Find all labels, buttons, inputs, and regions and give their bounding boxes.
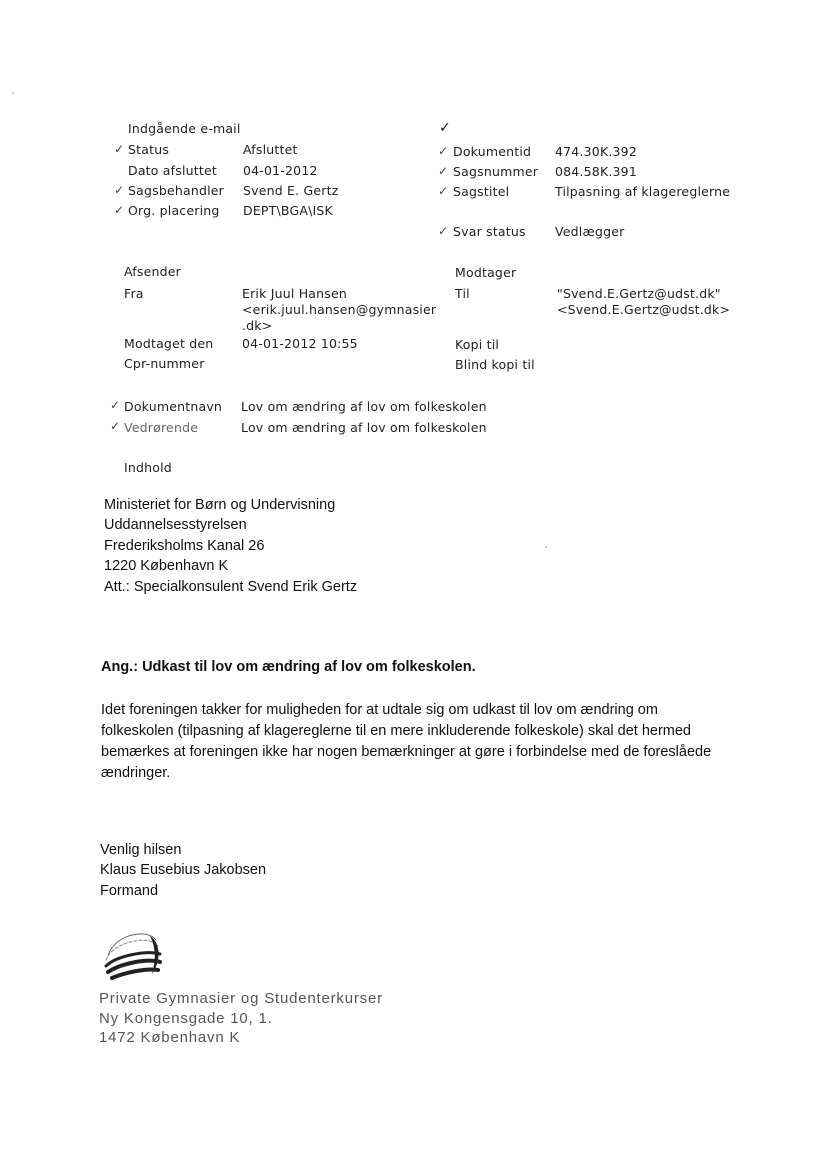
letter-body: Idet foreningen takker for muligheden for at udtale sig om udkast til lov om ændring om folkeskolen (tilpasning af klagereglerne til en mere inkluderende folkeskole) skal det hermed bemærkes at foreningen ikke har nogen bemærkninger at gøre i forbindelse med de foreslåede ændringer. (101, 702, 712, 781)
check-icon: ✓ (114, 142, 125, 156)
header-check-icon: ✓ (439, 120, 451, 136)
received-value: 04-01-2012 10:55 (242, 336, 358, 351)
check-icon: ✓ (438, 144, 449, 158)
from-value-line-1: Erik Juul Hansen (242, 286, 348, 301)
signer-title: Formand (100, 883, 159, 899)
field-value: 04-01-2012 (243, 163, 318, 178)
signer-name: Klaus Eusebius Jakobsen (100, 862, 267, 878)
scan-speck (12, 92, 14, 94)
field-label: Status (128, 142, 170, 157)
field-value: 084.58K.391 (555, 164, 637, 179)
address-line: Uddannelsesstyrelsen (104, 517, 247, 533)
footer-city: 1472 København K (99, 1029, 241, 1046)
content-label: Indhold (124, 460, 172, 475)
bcc-label: Blind kopi til (455, 357, 535, 372)
field-value: DEPT\BGA\ISK (243, 203, 333, 218)
field-value: Vedlægger (555, 224, 625, 239)
field-label: Dato afsluttet (128, 163, 217, 178)
sender-heading: Afsender (124, 264, 181, 279)
address-line: Ministeriet for Børn og Undervisning (104, 497, 336, 513)
field-value: Afsluttet (243, 142, 298, 157)
cpr-label: Cpr-nummer (124, 356, 205, 371)
from-label: Fra (124, 286, 144, 301)
from-value-line-2: <erik.juul.hansen@gymnasier (242, 302, 437, 317)
to-value-line-1: "Svend.E.Gertz@udst.dk" (557, 286, 721, 301)
to-value-line-2: <Svend.E.Gertz@udst.dk> (557, 302, 731, 317)
letter-subject: Ang.: Udkast til lov om ændring af lov om folkeskolen. (101, 659, 476, 675)
scan-speck (545, 546, 547, 548)
address-line: Frederiksholms Kanal 26 (104, 538, 265, 554)
field-label: Dokumentid (453, 144, 532, 159)
email-type-heading: Indgående e-mail (128, 121, 241, 136)
check-icon: ✓ (110, 419, 121, 433)
check-icon: ✓ (438, 184, 449, 198)
received-label: Modtaget den (124, 336, 214, 351)
check-icon: ✓ (438, 224, 449, 238)
field-label: Sagstitel (453, 184, 510, 199)
field-value: Svend E. Gertz (243, 183, 339, 198)
footer-org-name: Private Gymnasier og Studenterkurser (99, 990, 383, 1007)
recipient-heading: Modtager (455, 265, 517, 280)
field-value: Tilpasning af klagereglerne (555, 184, 731, 199)
check-icon: ✓ (110, 398, 121, 412)
field-label: Svar status (453, 224, 526, 239)
cc-label: Kopi til (455, 337, 500, 352)
field-label: Sagsnummer (453, 164, 539, 179)
address-line: 1220 København K (104, 558, 229, 574)
field-label: Sagsbehandler (128, 183, 225, 198)
regarding-label: Vedrørende (124, 420, 199, 435)
check-icon: ✓ (114, 183, 125, 197)
to-label: Til (455, 286, 470, 301)
document-name-value: Lov om ændring af lov om folkeskolen (241, 399, 487, 414)
organization-logo (100, 926, 164, 982)
footer-street: Ny Kongensgade 10, 1. (99, 1010, 273, 1027)
check-icon: ✓ (114, 203, 125, 217)
closing-greeting: Venlig hilsen (100, 842, 182, 858)
field-label: Org. placering (128, 203, 220, 218)
field-value: 474.30K.392 (555, 144, 637, 159)
address-line: Att.: Specialkonsulent Svend Erik Gertz (104, 579, 358, 595)
from-value-line-3: .dk> (242, 318, 273, 333)
check-icon: ✓ (438, 164, 449, 178)
regarding-value: Lov om ændring af lov om folkeskolen (241, 420, 487, 435)
document-name-label: Dokumentnavn (124, 399, 223, 414)
